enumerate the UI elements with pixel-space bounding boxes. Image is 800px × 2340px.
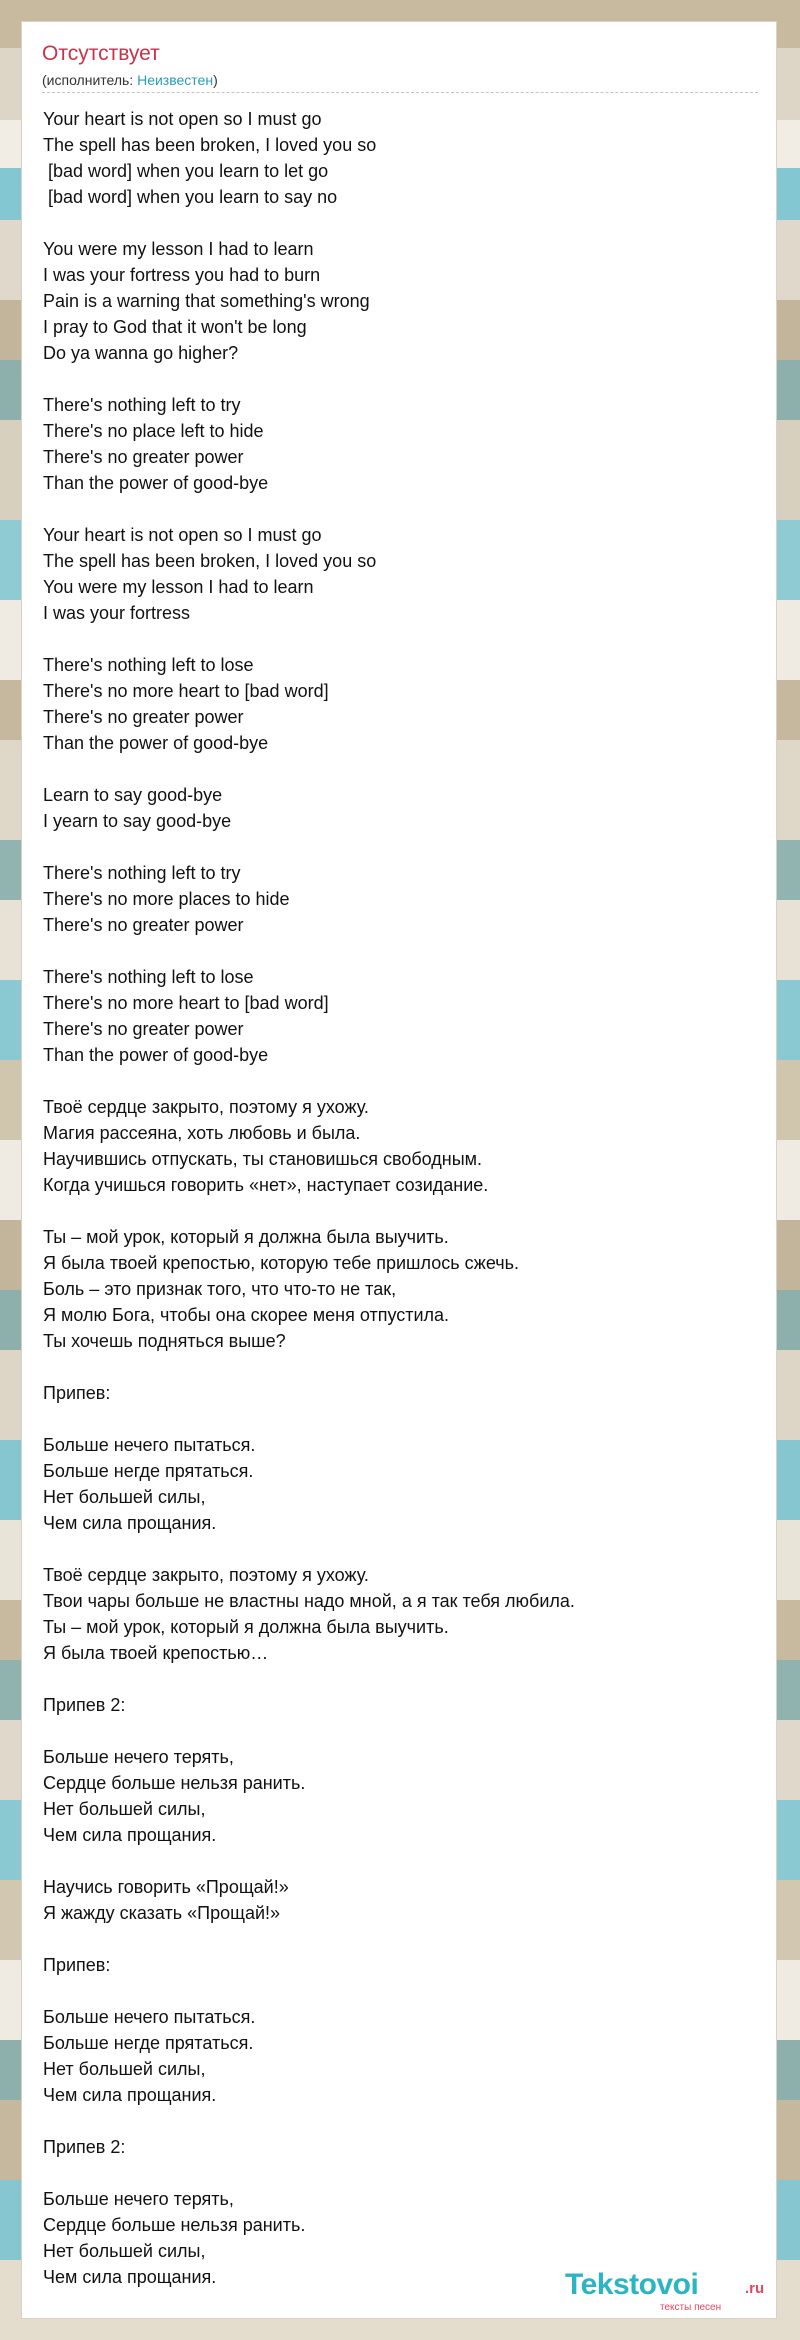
- lyrics-blank-line: [43, 1848, 759, 1874]
- title-divider: [42, 92, 758, 93]
- lyrics-blank-line: [43, 1926, 759, 1952]
- artist-line: [42, 72, 218, 88]
- lyrics-line: Больше негде прятаться.: [43, 2033, 254, 2053]
- lyrics-line: Твоё сердце закрыто, поэтому я ухожу.: [43, 1097, 369, 1117]
- lyrics-blank-line: [43, 210, 759, 236]
- lyrics-line: Научись говорить «Прощай!»: [43, 1877, 289, 1897]
- lyrics-line: Я молю Бога, чтобы она скорее меня отпустила.: [43, 1305, 450, 1325]
- lyrics-line: I was your fortress you had to burn: [43, 265, 321, 285]
- lyrics-line: Нет большей силы,: [43, 2241, 206, 2261]
- lyrics-line: Больше нечего терять,: [43, 1747, 234, 1767]
- lyrics-line: There's no more places to hide: [43, 889, 290, 909]
- lyrics-blank-line: [43, 1718, 759, 1744]
- lyrics-blank-line: [43, 626, 759, 652]
- lyrics-line: There's no greater power: [43, 447, 244, 467]
- lyrics-line: There's no place left to hide: [43, 421, 264, 441]
- lyrics-line: Чем сила прощания.: [43, 2085, 217, 2105]
- lyrics-line: Чем сила прощания.: [43, 1825, 217, 1845]
- lyrics-line: Learn to say good-bye: [43, 785, 223, 805]
- lyrics-line: Я была твоей крепостью…: [43, 1643, 269, 1663]
- lyrics-line: I pray to God that it won't be long: [43, 317, 307, 337]
- lyrics-line: Припев 2:: [43, 1695, 126, 1715]
- lyrics-line: Your heart is not open so I must go: [43, 525, 322, 545]
- lyrics-blank-line: [43, 1666, 759, 1692]
- lyrics-line: [bad word] when you learn to say no: [43, 187, 338, 207]
- lyrics-line: Я была твоей крепостью, которую тебе пришлось сжечь.: [43, 1253, 520, 1273]
- lyrics-line: Pain is a warning that something's wrong: [43, 291, 370, 311]
- lyrics-line: I was your fortress: [43, 603, 191, 623]
- lyrics-blank-line: [43, 756, 759, 782]
- lyrics-line: Нет большей силы,: [43, 2059, 206, 2079]
- lyrics-line: Нет большей силы,: [43, 1487, 206, 1507]
- lyrics-line: I yearn to say good-bye: [43, 811, 232, 831]
- lyrics-line: Магия рассеяна, хоть любовь и была.: [43, 1123, 361, 1143]
- lyrics-line: There's no greater power: [43, 1019, 244, 1039]
- song-title: Отсутствует: [42, 42, 160, 65]
- lyrics-line: Нет большей силы,: [43, 1799, 206, 1819]
- artist-prefix: (исполнитель:: [42, 72, 138, 88]
- lyrics-line: There's nothing left to try: [43, 395, 241, 415]
- logo-name: Tekstovoi: [565, 2268, 699, 2301]
- lyrics-line: Сердце больше нельзя ранить.: [43, 2215, 306, 2235]
- lyrics-line: Do ya wanna go higher?: [43, 343, 239, 363]
- lyrics-blank-line: [43, 2160, 759, 2186]
- lyrics-blank-line: [43, 1354, 759, 1380]
- artist-link[interactable]: Неизвестен: [137, 72, 214, 88]
- lyrics-line: Припев 2:: [43, 2137, 126, 2157]
- lyrics-blank-line: [43, 834, 759, 860]
- lyrics-line: The spell has been broken, I loved you so: [43, 551, 377, 571]
- lyrics-blank-line: [43, 366, 759, 392]
- lyrics-blank-line: [43, 1536, 759, 1562]
- lyrics-blank-line: [43, 1978, 759, 2004]
- lyrics-line: Ты хочешь подняться выше?: [43, 1331, 286, 1351]
- lyrics-blank-line: [43, 2108, 759, 2134]
- lyrics-line: Ты – мой урок, который я должна была выучить.: [43, 1227, 449, 1247]
- lyrics-line: The spell has been broken, I loved you so: [43, 135, 377, 155]
- lyrics-blank-line: [43, 938, 759, 964]
- lyrics-line: There's no more heart to [bad word]: [43, 681, 329, 701]
- lyrics-line: Твои чары больше не властны надо мной, а я так тебя любила.: [43, 1591, 575, 1611]
- site-logo[interactable]: [565, 2268, 765, 2318]
- lyrics-line: You were my lesson I had to learn: [43, 577, 314, 597]
- lyrics-line: There's no more heart to [bad word]: [43, 993, 329, 1013]
- logo-tagline: тексты песен: [660, 2302, 722, 2313]
- lyrics-line: Больше негде прятаться.: [43, 1461, 254, 1481]
- lyrics-line: Than the power of good-bye: [43, 733, 269, 753]
- lyrics-line: Больше нечего терять,: [43, 2189, 234, 2209]
- lyrics-line: There's no greater power: [43, 915, 244, 935]
- lyrics-line: Больше нечего пытаться.: [43, 1435, 256, 1455]
- lyrics-line: Я жажду сказать «Прощай!»: [43, 1903, 281, 1923]
- lyrics-card: [21, 21, 777, 2319]
- lyrics-line: Припев:: [43, 1383, 111, 1403]
- lyrics-blank-line: [43, 1406, 759, 1432]
- artist-suffix: ): [213, 72, 218, 88]
- lyrics-blank-line: [43, 1068, 759, 1094]
- logo-tld: .ru: [745, 2280, 765, 2297]
- lyrics-line: Больше нечего пытаться.: [43, 2007, 256, 2027]
- lyrics-line: There's nothing left to try: [43, 863, 241, 883]
- lyrics-line: Than the power of good-bye: [43, 1045, 269, 1065]
- lyrics-line: There's nothing left to lose: [43, 967, 254, 987]
- lyrics-line: Припев:: [43, 1955, 111, 1975]
- lyrics-line: Your heart is not open so I must go: [43, 109, 322, 129]
- lyrics-line: There's nothing left to lose: [43, 655, 254, 675]
- lyrics-line: Than the power of good-bye: [43, 473, 269, 493]
- lyrics-line: You were my lesson I had to learn: [43, 239, 314, 259]
- lyrics-line: Когда учишься говорить «нет», наступает созидание.: [43, 1175, 489, 1195]
- lyrics-blank-line: [43, 496, 759, 522]
- lyrics-line: There's no greater power: [43, 707, 244, 727]
- lyrics-line: Чем сила прощания.: [43, 2267, 217, 2287]
- lyrics-line: Боль – это признак того, что что-то не так,: [43, 1279, 397, 1299]
- lyrics-line: Твоё сердце закрыто, поэтому я ухожу.: [43, 1565, 369, 1585]
- lyrics-line: Сердце больше нельзя ранить.: [43, 1773, 306, 1793]
- lyrics-line: Чем сила прощания.: [43, 1513, 217, 1533]
- lyrics-blank-line: [43, 1198, 759, 1224]
- lyrics-line: [bad word] when you learn to let go: [43, 161, 329, 181]
- lyrics-line: Научившись отпускать, ты становишься свободным.: [43, 1149, 483, 1169]
- lyrics-text: [43, 106, 759, 2290]
- lyrics-line: Ты – мой урок, который я должна была выучить.: [43, 1617, 449, 1637]
